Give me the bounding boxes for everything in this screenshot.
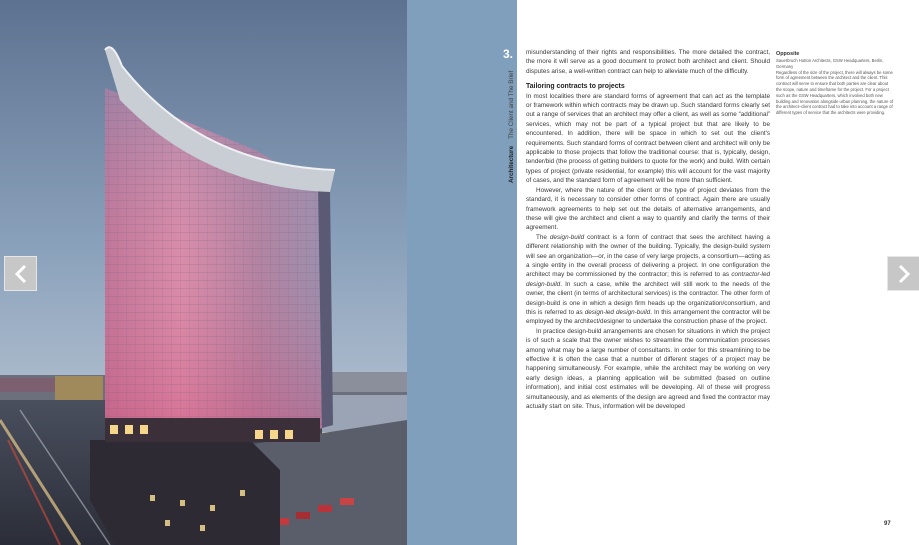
next-page-button[interactable] (887, 256, 919, 291)
section-heading: Tailoring contracts to projects (526, 83, 625, 91)
image-caption (776, 51, 894, 116)
chevron-right-icon (897, 264, 911, 284)
page-number: 97 (884, 521, 891, 527)
series-title: Architecture (508, 145, 515, 183)
running-header (508, 63, 518, 193)
paragraph: However, where the nature of the client or the type of project deviates from the standard, it is necessary to consider other forms of contract. Again there are usually framework agreements to help set out the details of alternative arrangements, and these will give the architect and client a way to quantify and clarify the terms of their agreement. (526, 186, 770, 232)
paragraph: The design-build contract is a form of contract that sees the architect having a different relationship with the owner of the building. Typically, the design-build system will see an organization—or, in the case of very large projects, a consortium—acting as a single entity in the overall process of delivering a project. In one configuration the architect may be commissioned by the contractor; this is referred to as contractor-led design-build. In such a case, while the architect will still work to the needs of the owner, the client (in terms of architectural services) is the contractor. The other form of design-build is one in which a design firm heads up the organization/consortium, and this is referred to as design-led design-build. In this arrangement the contractor will be employed by the architect/designer to undertake the construction phase of the project. (526, 233, 771, 326)
chapter-color-band (407, 0, 517, 545)
caption-credit: Sauerbruch Hutton Architects, GSW Headquarters, Berlin, Germany (776, 58, 884, 69)
paragraph: In practice design-build arrangements are chosen for situations in which the project is of such a scale that the owner wishes to streamline the communication processes among what may be a large number of consultants. In order for this streamlining to be effective it is often the case that a number of different stages of a project may be happening simultaneously. For example, while the architect may be working on very early design ideas, a planning application will be submitted (based on outline information), and initial cost estimates will be developing. All of these will progress simultaneously, and as elements of the design are agreed and fixed the contractor may actually start on site. Thus, information will be developed (526, 327, 770, 411)
caption-text: Regardless of the size of the project, there will always be some form of agreement between the architect and the client. This contract will serve to ensure that both parties are clear about the scope, nature and timeframe for the project. For a project such as the GSW Headquarters, which involved both new building and renovation alongside urban planning, the nature of the architect–client contract had to take into account a range of different types of service that the architects were providing. (776, 69, 894, 116)
previous-page-button[interactable] (4, 256, 37, 291)
chevron-left-icon (14, 264, 28, 284)
section-title: The Client and The Brief (508, 70, 515, 139)
term: design-led design-build (584, 308, 651, 316)
caption-title: Opposite (776, 51, 800, 57)
body-text (526, 48, 770, 411)
chapter-number: 3. (503, 47, 514, 61)
building-photo (0, 0, 407, 545)
paragraph: misunderstanding of their rights and responsibilities. The more detailed the contract, the more it will serve as a good document to protect both architect and client. Should disputes arise, a well-written contract can help to alleviate much of the difficulty. (526, 49, 770, 75)
paragraph: In most localities there are standard forms of agreement that can act as the template or framework within which contracts may be drawn up. Such standard forms clearly set out a range of services that an architect may offer a client, as well as some “additional” services, which may not be part of a typical project but that are likely to be encountered. In addition, there will be space in which to set out the client's requirements. Such standard forms of contract between client and architect will only be applicable to those projects that follow the traditional course: that is, typically, design, tender/bid (the process of getting builders to quote for the work) and build. With certain types of project (private residential, for example) this will account for the vast majority of cases, and the standard form of agreement will be more than sufficient. (526, 92, 770, 185)
term: design-build (549, 233, 585, 241)
term: contractor-led design-build (526, 271, 770, 288)
